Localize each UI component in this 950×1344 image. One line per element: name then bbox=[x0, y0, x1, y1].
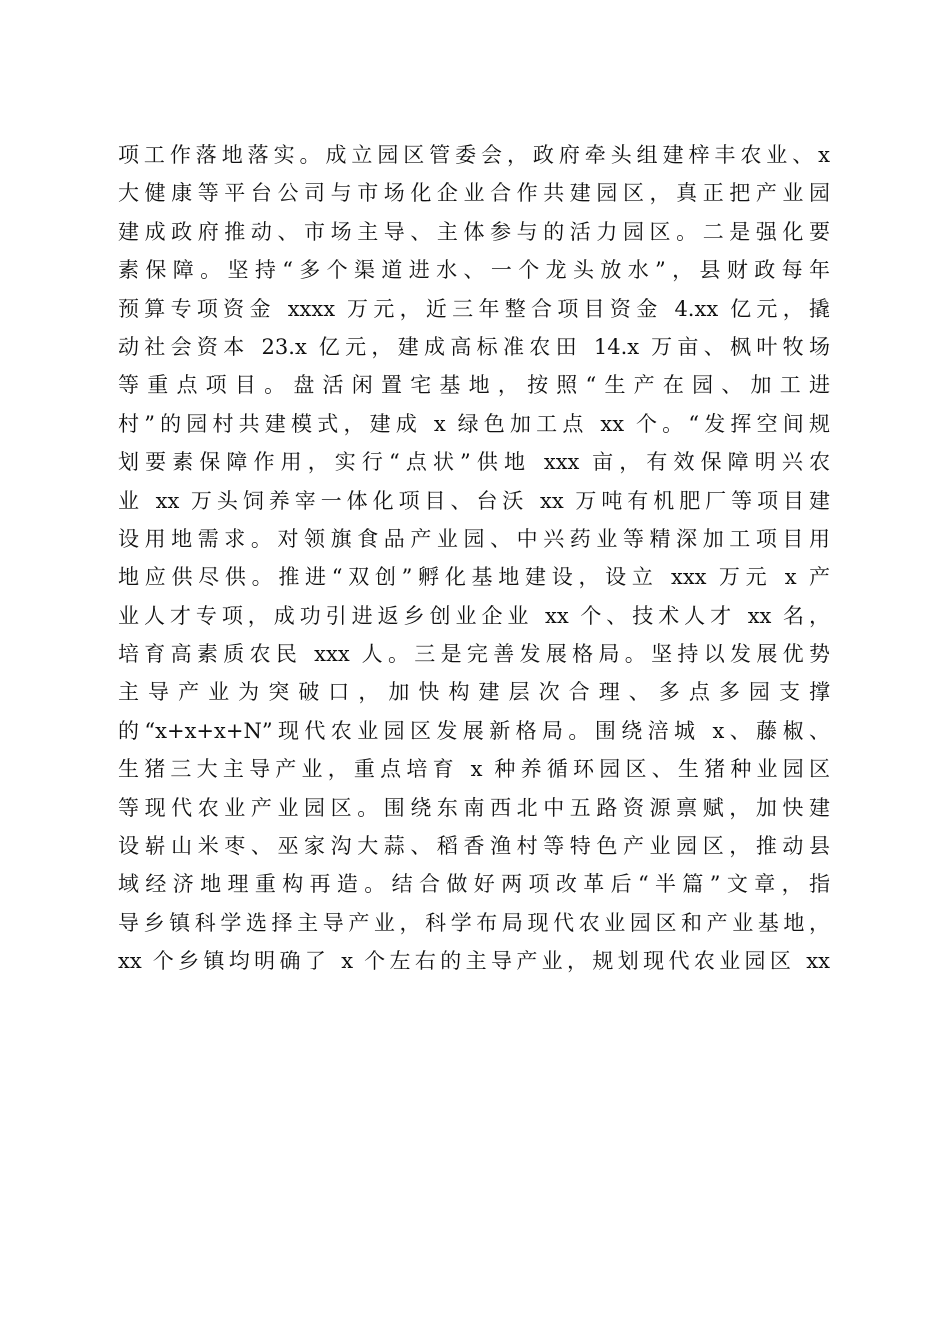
text-line: 业人才专项，成功引进返乡创业企业 xx 个、技术人才 xx 名， bbox=[118, 603, 830, 628]
text-line: 域经济地理重构再造。结合做好两项改革后“半篇”文章，指 bbox=[118, 872, 830, 897]
text-line: 预算专项资金 xxxx 万元，近三年整合项目资金 4.xx 亿元，撬 bbox=[118, 296, 830, 321]
text-line: 划要素保障作用，实行“点状”供地 xxx 亩，有效保障明兴农 bbox=[118, 450, 830, 475]
body-text bbox=[118, 136, 830, 981]
text-line: 培育高素质农民 xxx 人。三是完善发展格局。坚持以发展优势 bbox=[118, 642, 830, 667]
text-line: 项工作落地落实。成立园区管委会，政府牵头组建梓丰农业、x bbox=[118, 143, 830, 167]
text-line: 村”的园村共建模式，建成 x 绿色加工点 xx 个。“发挥空间规 bbox=[118, 411, 830, 436]
text-line: 建成政府推动、市场主导、主体参与的活力园区。二是强化要 bbox=[118, 219, 830, 244]
text-line: 等现代农业产业园区。围绕东南西北中五路资源禀赋，加快建 bbox=[118, 795, 830, 820]
text-line: 素保障。坚持“多个渠道进水、一个龙头放水”，县财政每年 bbox=[118, 258, 830, 283]
text-line: xx 个乡镇均明确了 x 个左右的主导产业，规划现代农业园区 xx bbox=[118, 949, 830, 974]
text-line: 设用地需求。对领旗食品产业园、中兴药业等精深加工项目用 bbox=[118, 526, 830, 551]
text-line: 生猪三大主导产业，重点培育 x 种养循环园区、生猪种业园区 bbox=[118, 757, 830, 782]
text-line: 的“x+x+x+N”现代农业园区发展新格局。围绕涪城 x、藤椒、 bbox=[118, 718, 830, 743]
text-line: 设崭山米枣、巫家沟大蒜、稻香渔村等特色产业园区，推动县 bbox=[118, 834, 830, 859]
text-line: 动社会资本 23.x 亿元，建成高标准农田 14.x 万亩、枫叶牧场 bbox=[118, 334, 830, 359]
text-line: 地应供尽供。推进“双创”孵化基地建设，设立 xxx 万元 x 产 bbox=[118, 565, 830, 590]
text-line: 大健康等平台公司与市场化企业合作共建园区，真正把产业园 bbox=[118, 181, 830, 206]
text-line: 等重点项目。盘活闲置宅基地，按照“生产在园、加工进 bbox=[118, 373, 830, 398]
text-line: 主导产业为突破口，加快构建层次合理、多点多园支撑 bbox=[118, 680, 830, 705]
text-line: 业 xx 万头饲养宰一体化项目、台沃 xx 万吨有机肥厂等项目建 bbox=[118, 488, 830, 513]
text-line: 导乡镇科学选择主导产业，科学布局现代农业园区和产业基地， bbox=[118, 910, 830, 935]
